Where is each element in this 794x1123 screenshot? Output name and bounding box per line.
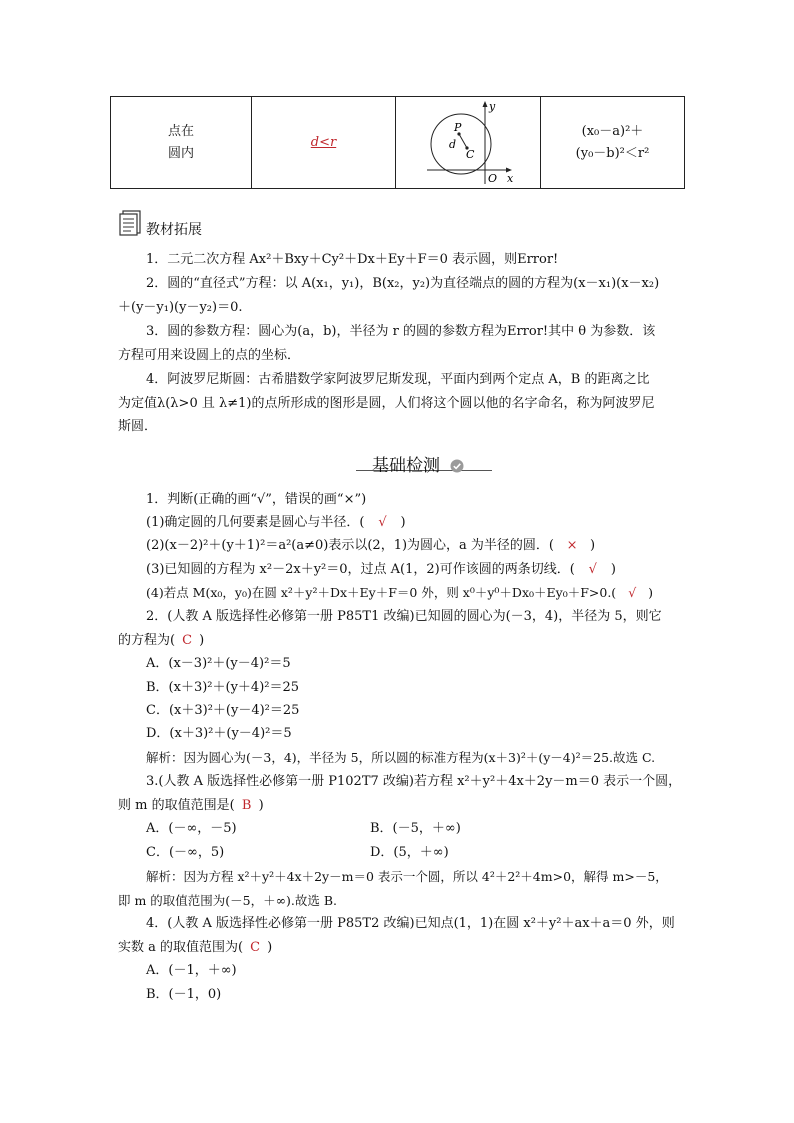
table-row [111,97,685,189]
q1-answer-2: × [566,538,578,553]
extension-item-4-end: 斯圆． [118,419,158,434]
equation-line-2: (y₀－b)²＜r² [575,145,650,161]
q1-item-3 [146,559,616,581]
q3-option-a: A．(－∞，－5) [146,821,237,836]
q1-item-close: ) [400,515,406,530]
q1-item-text: (2)(x－2)²＋(y＋1)²＝a²(a≠0)表示以(2，1)为圆心，a 为半径的圆．( [146,538,555,553]
point-p-label: P [454,120,462,134]
q1-answer-4: √ [628,585,637,600]
q1-item-close: ) [590,538,596,553]
q4-stem-line-1: 4．(人教 A 版选择性必修第一册 P85T2 改编)已知点(1，1)在圆 x²＋y²＋ax＋a＝0 外，则 [146,916,675,931]
extension-item-2: 2．圆的“直径式”方程：以 A(x₁，y₁)，B(x₂，y₂)为直径端点的圆的方程为(x－x₁)(x－x₂) [146,276,660,291]
origin-label: O [488,171,498,185]
q1-item-close: ) [610,562,616,577]
q3-solution-line-2: 即 m 的取值范围为(－5，＋∞).故选 B. [118,893,338,908]
x-axis-label: x [507,171,514,185]
extension-item-4-cont: 为定值λ(λ>0 且 λ≠1)的点所形成的图形是圆，人们将这个圆以他的名字命名，称为阿波罗尼 [118,396,655,411]
point-c-label: C [466,147,475,161]
q2-answer: C [182,633,193,648]
q4-answer: C [250,940,261,955]
q1-item-2 [146,535,595,557]
q3-answer: B [241,798,252,813]
y-axis-label: y [489,99,496,113]
q3-stem-text: 则 m 的取值范围是( [118,798,235,813]
book-icon [119,208,145,240]
equation-line-1: (x₀－a)²＋ [581,123,644,139]
q3-option-b: B．(－5，＋∞) [370,821,461,836]
q4-option-a: A．(－1，＋∞) [146,963,237,978]
q4-stem-close: ) [267,940,273,955]
q1-stem: 1．判断(正确的画“√”，错误的画“×”) [146,492,367,507]
q3-option-c: C．(－∞，5) [146,845,225,860]
q2-stem-text: 的方程为( [118,633,176,648]
circle-position-table [110,96,685,189]
q2-stem-close: ) [199,633,205,648]
q1-item-text: (1)确定圆的几何要素是圆心与半径．( [146,515,365,530]
q1-answer-1: √ [378,515,387,530]
q2-solution: 解析：因为圆心为(－3，4)，半径为 5，所以圆的标准方程为(x＋3)²＋(y－4)²＝25.故选 C. [146,750,656,765]
condition-text: d<r [310,135,337,150]
q1-answer-3: √ [588,562,597,577]
q2-stem-line-1: 2．(人教 A 版选择性必修第一册 P85T1 改编)已知圆的圆心为(－3，4)，半径为 5，则它 [146,609,662,624]
q1-item-close: ) [648,585,654,600]
q2-option-d: D．(x＋3)²＋(y－4)²＝5 [146,726,292,741]
q1-item-1 [146,512,406,534]
q1-item-text: (4)若点 M(x₀，y₀)在圆 x²＋y²＋Dx＋Ey＋F＝0 外，则 x⁰＋y⁰＋Dx₀＋Ey₀＋F>0.( [146,585,617,600]
extension-item-2-cont: ＋(y－y₁)(y－y₂)＝0. [118,300,243,315]
q2-option-a: A．(x－3)²＋(y－4)²＝5 [146,656,291,671]
q3-stem-line-1: 3.(人教 A 版选择性必修第一册 P102T7 改编)若方程 x²＋y²＋4x＋2y－m＝0 表示一个圆， [146,774,682,789]
q1-item-4 [146,582,653,604]
q2-option-b: B．(x＋3)²＋(y＋4)²＝25 [146,680,300,695]
q4-stem-line-2 [118,937,272,959]
extension-item-3-cont: 方程可用来设圆上的点的坐标． [118,348,301,363]
circle-diagram [397,98,539,188]
check-badge-icon [450,459,464,473]
extension-item-4: 4．阿波罗尼斯圆：古希腊数学家阿波罗尼斯发现，平面内到两个定点 A，B 的距离之比 [146,372,650,387]
condition-cell [251,97,395,189]
section-title-basic: 基础检测 [372,456,440,476]
extension-item-1: 1．二元二次方程 Ax²＋Bxy＋Cy²＋Dx＋Ey＋F＝0 表示圆，则Error! [146,252,559,267]
distance-d-label: d [449,137,457,151]
q4-option-b: B．(－1，0) [146,987,222,1002]
section-title-extension: 教材拓展 [146,222,202,238]
row-label-cell [111,97,252,189]
q1-item-text: (3)已知圆的方程为 x²－2x＋y²＝0，过点 A(1，2)可作该圆的两条切线．( [146,562,575,577]
q4-stem-text: 实数 a 的取值范围为( [118,940,244,955]
equation-cell [540,97,684,189]
q2-stem-line-2 [118,630,204,652]
q3-stem-close: ) [258,798,264,813]
row-label: 点在 圆内 [167,123,194,161]
q3-solution-line-1: 解析：因为方程 x²＋y²＋4x＋2y－m＝0 表示一个圆，所以 4²＋2²＋4m>0，解得 m>－5， [146,869,668,884]
diagram-cell [396,97,541,189]
q2-option-c: C．(x＋3)²＋(y－4)²＝25 [146,703,300,718]
q3-option-d: D．(5，＋∞) [370,845,449,860]
section-header-basic [356,452,496,476]
extension-item-3: 3．圆的参数方程：圆心为(a，b)，半径为 r 的圆的参数方程为Error!其中 θ 为参数．该 [146,324,656,339]
q3-stem-line-2 [118,795,264,817]
